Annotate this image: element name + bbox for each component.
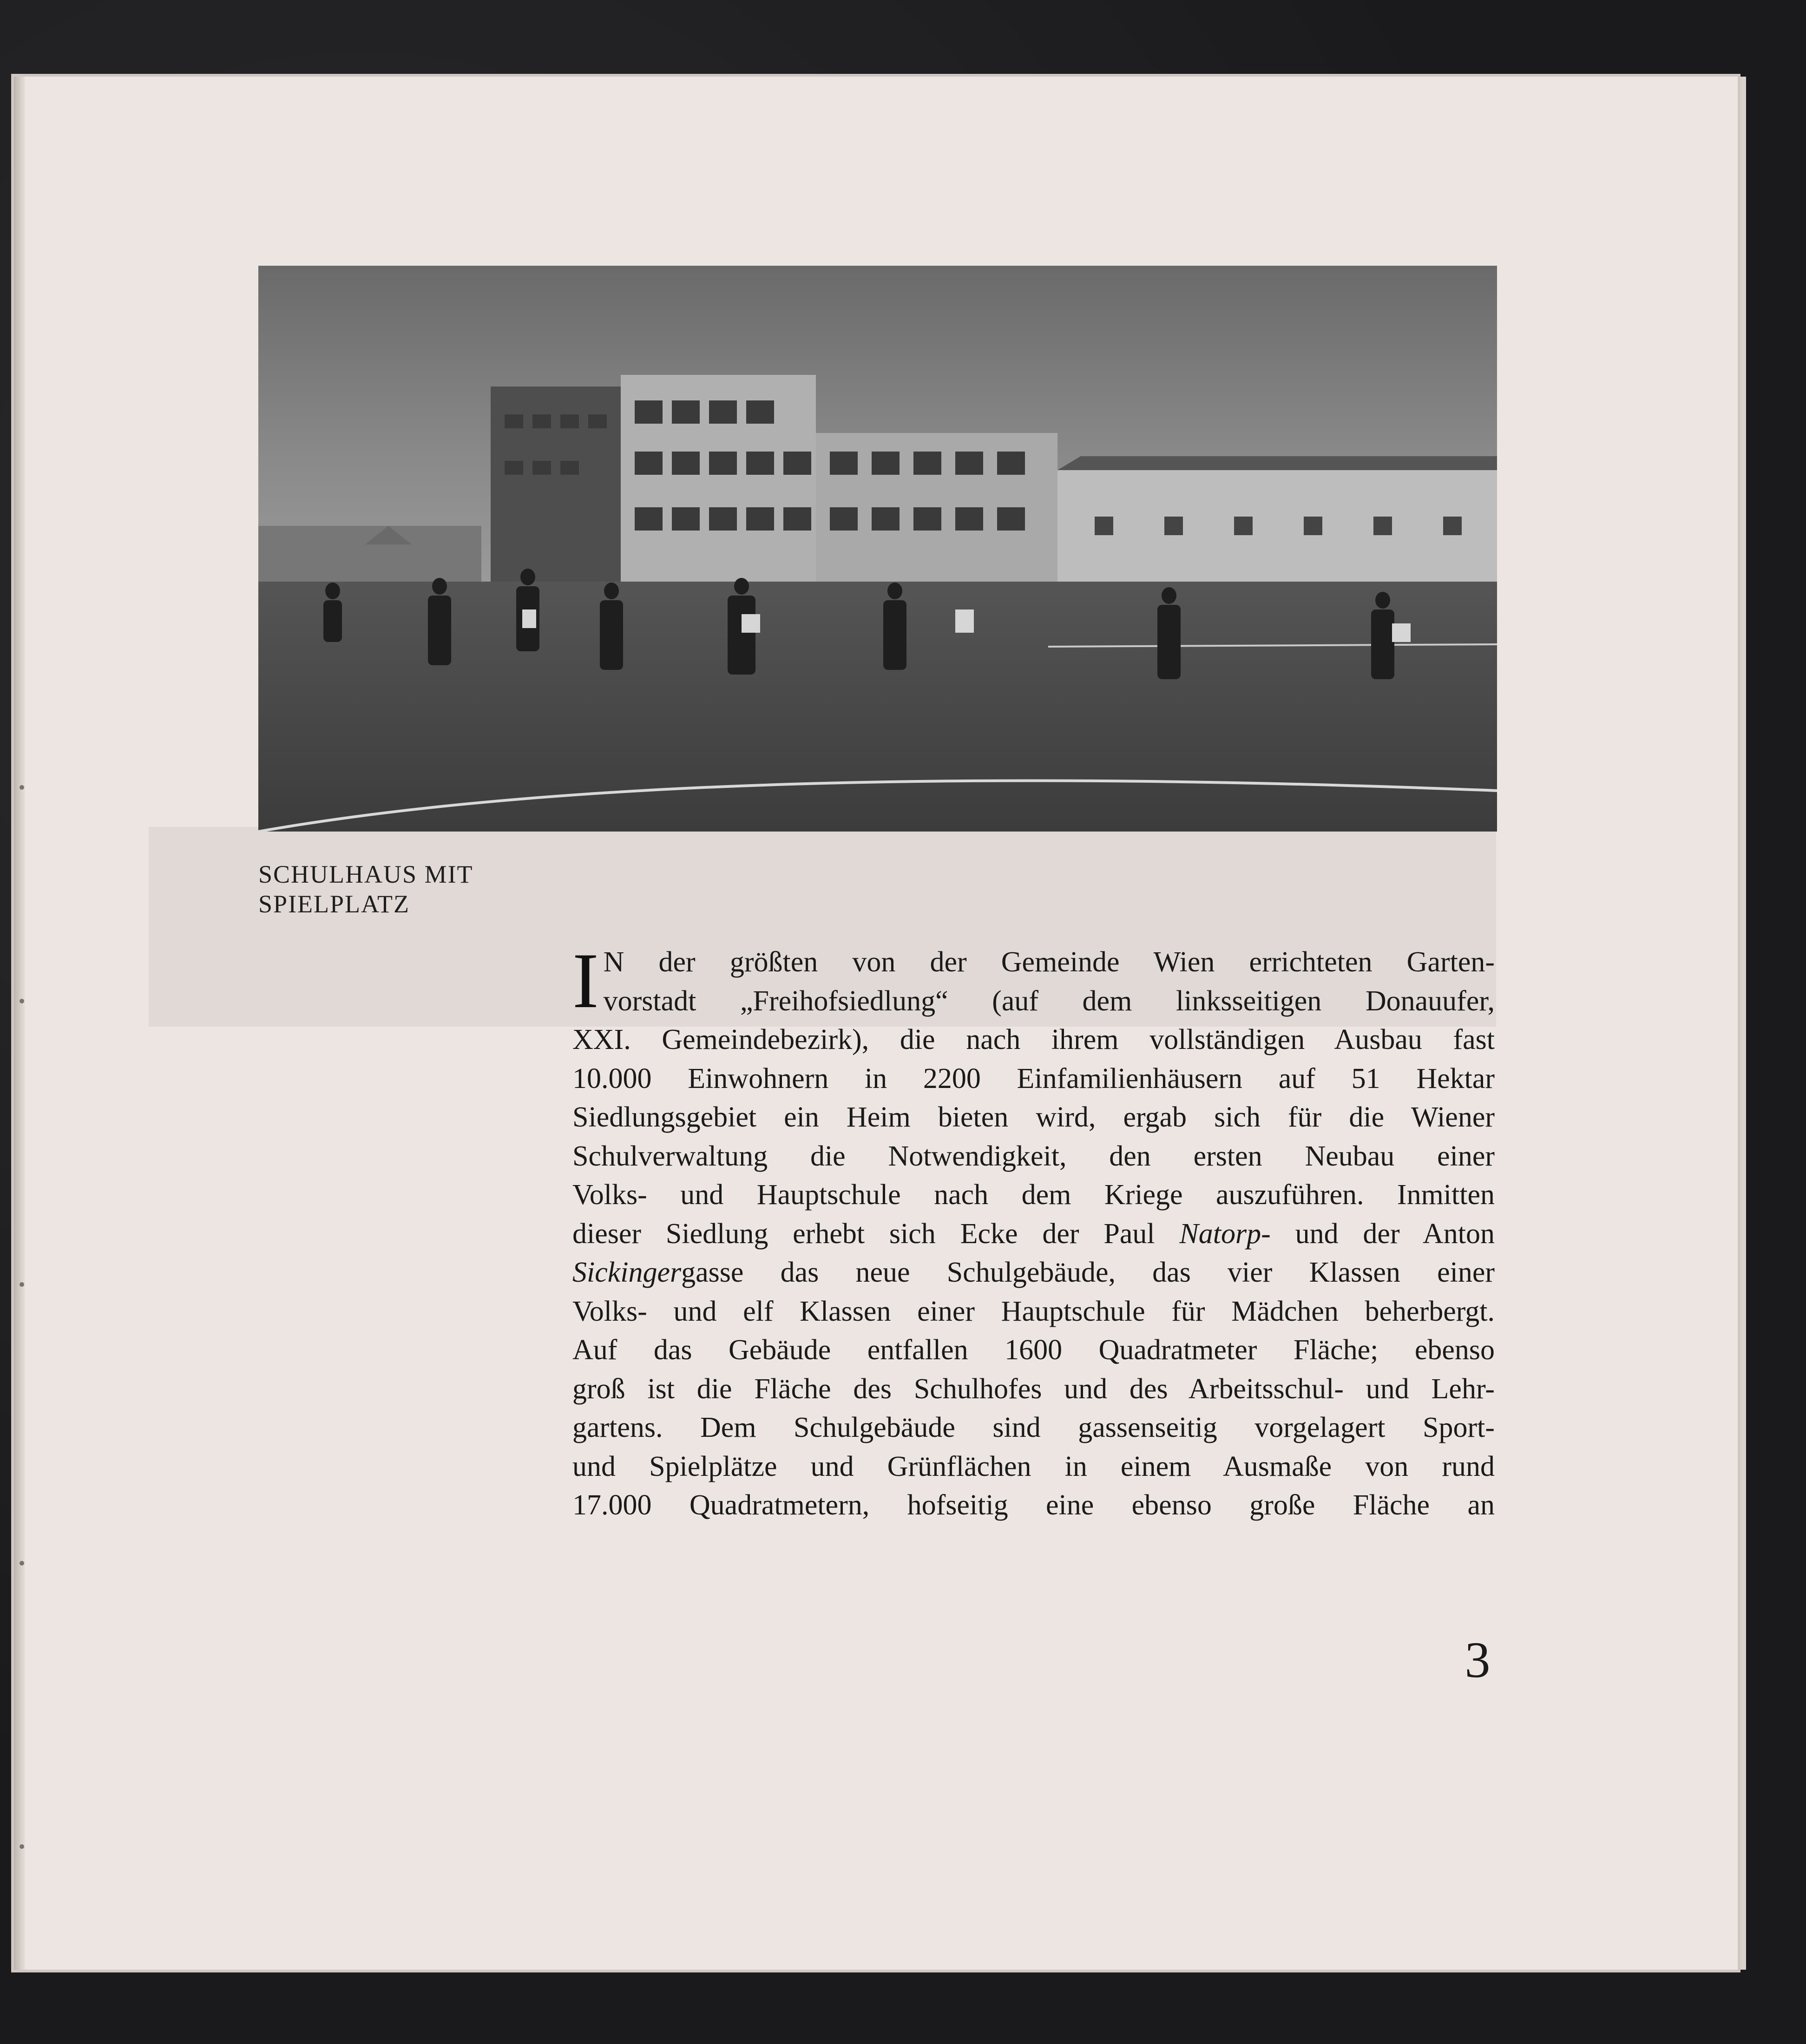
text-line: Volks- und Hauptschule nach dem Kriege auszuführen. Inmitten [572,1179,1495,1211]
text-line: Volks- und elf Klassen einer Hauptschule für Mädchen beherbergt. [572,1295,1495,1327]
binding-stitch [20,1282,24,1287]
binding-stitch [20,785,24,790]
text-line: vorstadt „Freihofsiedlung“ (auf dem linksseitigen Donauufer, [603,985,1495,1017]
body-text [572,937,1495,1525]
page-gutter [14,77,25,1970]
text-line: groß ist die Fläche des Schulhofes und des Arbeitsschul- und Lehr- [572,1373,1495,1405]
page-number: 3 [1465,1631,1491,1688]
photo-caption [258,859,584,919]
text-segment: gasse das neue Schulgebäude, das vier Klassen einer [681,1257,1495,1288]
text-italic: Sickinger [572,1257,682,1288]
photo-school-building-playground [258,266,1497,832]
binding-stitch [20,999,24,1003]
text-segment: und der Anton [1270,1218,1495,1250]
binding-stitch [20,1561,24,1566]
binding-stitch [20,1844,24,1849]
text-line: N der größten von der Gemeinde Wien errichteten Garten- [603,946,1495,978]
text-line [572,1215,1495,1254]
drop-cap: I [572,937,599,1024]
caption-line: SPIELPLATZ [258,890,410,918]
text-line: und Spielplätze und Grünflächen in einem Ausmaße von rund [572,1450,1495,1482]
text-line: 10.000 Einwohnern in 2200 Einfamilienhäusern auf 51 Hektar [572,1062,1495,1094]
text-italic: Natorp- [1179,1218,1271,1250]
text-line: Schulverwaltung die Notwendigkeit, den ersten Neubau einer [572,1140,1495,1172]
text-line: 17.000 Quadratmetern, hofseitig eine ebenso große Fläche an [572,1489,1495,1521]
text-line [572,1253,1495,1292]
text-line: Siedlungsgebiet ein Heim bieten wird, ergab sich für die Wiener [572,1101,1495,1133]
caption-line: SCHULHAUS MIT [258,860,473,888]
text-segment: dieser Siedlung erhebt sich Ecke der Paul [572,1218,1155,1250]
text-line: Auf das Gebäude entfallen 1600 Quadratmeter Fläche; ebenso [572,1334,1495,1366]
text-line: gartens. Dem Schulgebäude sind gassenseitig vorgelagert Sport- [572,1412,1495,1443]
text-line: XXI. Gemeindebezirk), die nach ihrem vollständigen Ausbau fast [572,1024,1495,1055]
